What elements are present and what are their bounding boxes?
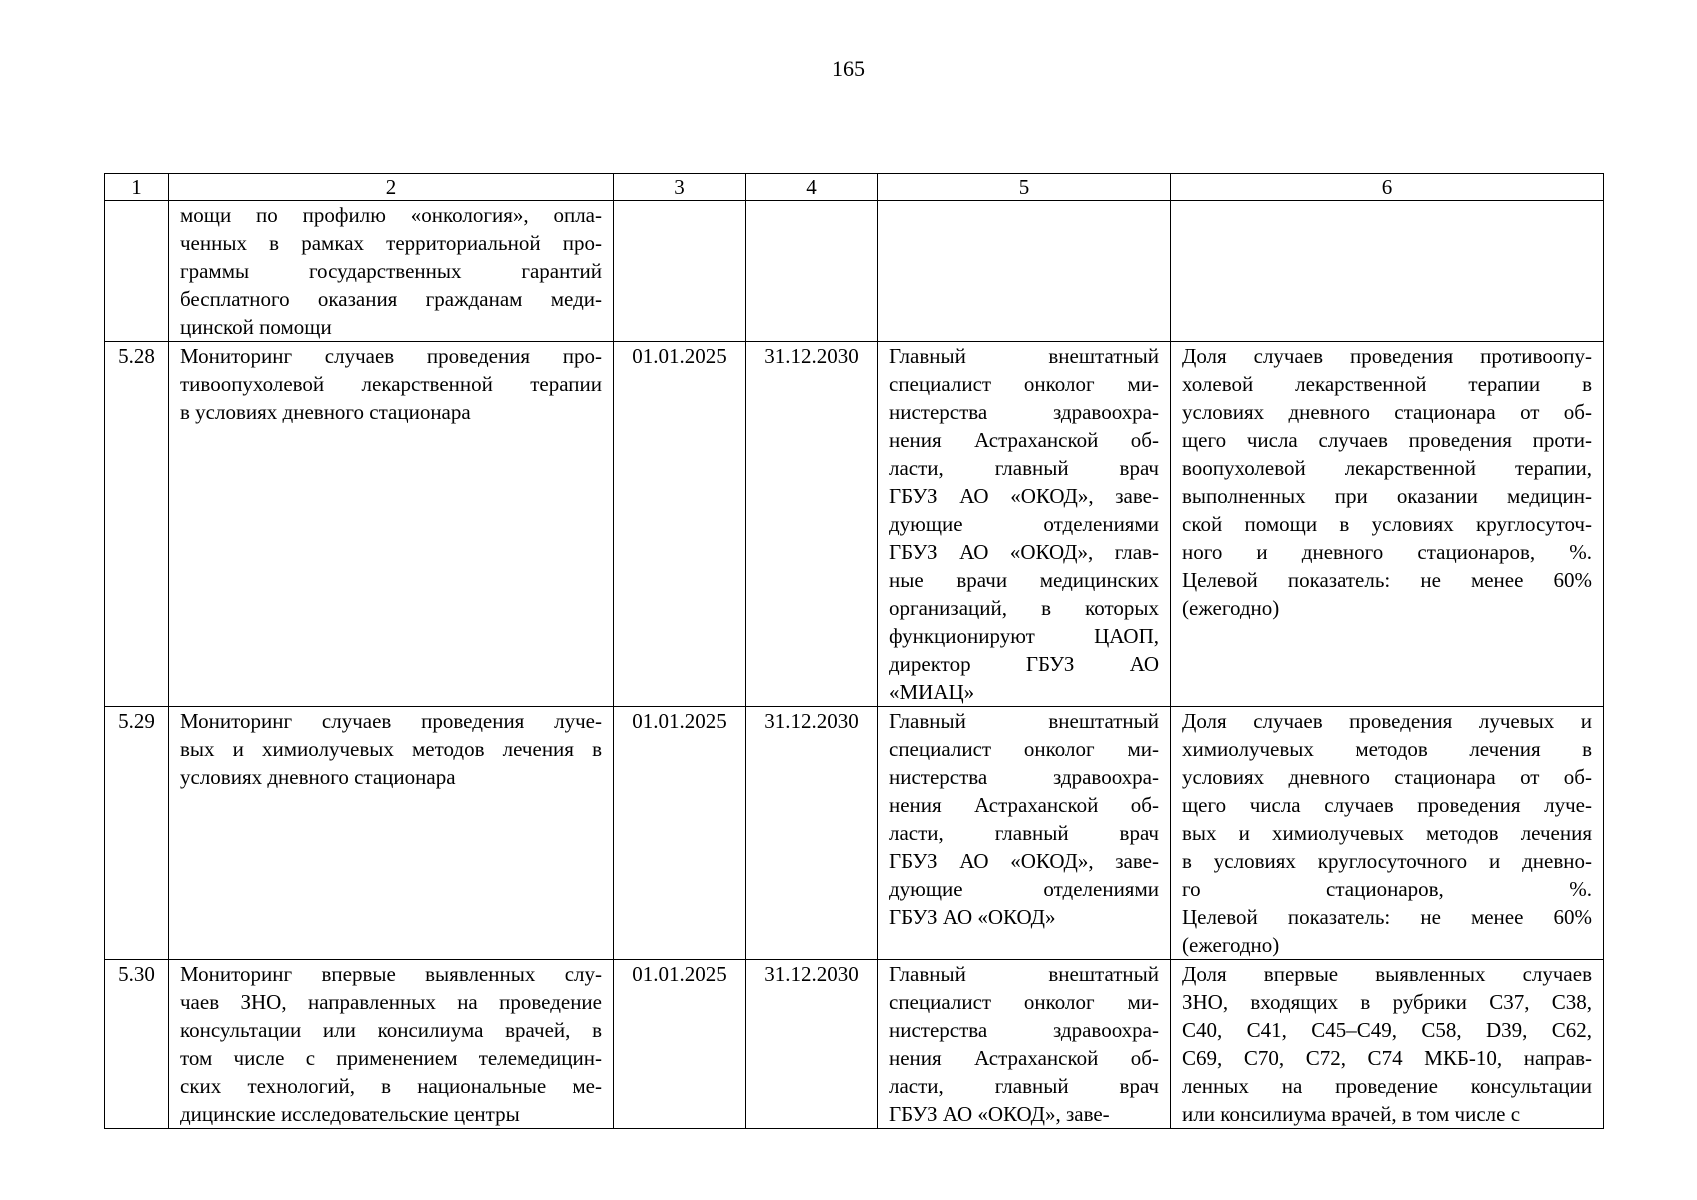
responsible-text-line: ГБУЗ АО «ОКОД», заве- <box>889 1102 1110 1126</box>
measure-text-line: Мониторинг случаев проведения про- <box>180 344 602 368</box>
measure-text-line: ченных в рамках территориальной про- <box>180 231 602 255</box>
indicator-text-line: го стационаров, %. <box>1182 877 1592 901</box>
indicator-text-line: Целевой показатель: не менее 60% <box>1182 905 1592 929</box>
indicator-text-line: Целевой показатель: не менее 60% <box>1182 568 1592 592</box>
table-body <box>105 201 1604 1129</box>
responsible-text-line: специалист онколог ми- <box>889 737 1159 761</box>
column-header: 5 <box>878 174 1171 201</box>
indicator-text-line: ЗНО, входящих в рубрики С37, С38, <box>1182 990 1592 1014</box>
measure-text-line: бесплатного оказания гражданам меди- <box>180 287 602 311</box>
measure-text-line: Мониторинг случаев проведения луче- <box>180 709 602 733</box>
start-date-cell: 01.01.2025 <box>614 960 746 1129</box>
responsible-text-line: ГБУЗ АО «ОКОД», заве- <box>889 484 1159 508</box>
measure-text-line: консультации или консилиума врачей, в <box>180 1018 602 1042</box>
measure-text-line: вых и химиолучевых методов лечения в <box>180 737 602 761</box>
responsible-text-line: ГБУЗ АО «ОКОД» <box>889 905 1056 929</box>
indicator-text-line: условиях дневного стационара от об- <box>1182 400 1592 424</box>
responsible-text-line: нистерства здравоохра- <box>889 765 1159 789</box>
column-header: 1 <box>105 174 169 201</box>
measure-cell <box>169 342 614 707</box>
indicator-text-line: Доля впервые выявленных случаев <box>1182 962 1592 986</box>
responsible-text-line: Главный внештатный <box>889 344 1159 368</box>
indicator-text-line: С40, С41, С45–С49, С58, D39, С62, <box>1182 1018 1592 1042</box>
responsible-cell <box>878 707 1171 960</box>
responsible-text-line: дующие отделениями <box>889 877 1159 901</box>
measure-cell <box>169 707 614 960</box>
table-row <box>105 960 1604 1129</box>
end-date-cell: 31.12.2030 <box>746 707 878 960</box>
indicator-cell <box>1171 707 1604 960</box>
end-date-cell: 31.12.2030 <box>746 342 878 707</box>
page-number: 165 <box>832 56 865 81</box>
indicator-text-line: щего числа случаев проведения луче- <box>1182 793 1592 817</box>
measure-cell <box>169 201 614 342</box>
indicator-cell <box>1171 960 1604 1129</box>
measure-text-line: том числе с применением телемедицин- <box>180 1046 602 1070</box>
row-number-cell <box>105 201 169 342</box>
responsible-text-line: Главный внештатный <box>889 709 1159 733</box>
table-row <box>105 342 1604 707</box>
responsible-text-line: специалист онколог ми- <box>889 990 1159 1014</box>
indicator-text-line: щего числа случаев проведения проти- <box>1182 428 1592 452</box>
responsible-cell <box>878 201 1171 342</box>
measure-text-line: условиях дневного стационара <box>180 765 456 789</box>
responsible-text-line: нистерства здравоохра- <box>889 1018 1159 1042</box>
responsible-text-line: нения Астраханской об- <box>889 428 1159 452</box>
start-date-cell <box>614 201 746 342</box>
indicator-text-line: в условиях круглосуточного и дневно- <box>1182 849 1592 873</box>
indicator-cell <box>1171 201 1604 342</box>
plan-table <box>104 173 1604 1129</box>
indicator-text-line: воопухолевой лекарственной терапии, <box>1182 456 1592 480</box>
responsible-text-line: ласти, главный врач <box>889 456 1159 480</box>
responsible-text-line: «МИАЦ» <box>889 680 975 704</box>
responsible-text-line: дующие отделениями <box>889 512 1159 536</box>
measure-text-line: тивоопухолевой лекарственной терапии <box>180 372 602 396</box>
responsible-text-line: функционируют ЦАОП, <box>889 624 1159 648</box>
indicator-text-line: или консилиума врачей, в том числе с <box>1182 1102 1521 1126</box>
indicator-text-line: ской помощи в условиях круглосуточ- <box>1182 512 1592 536</box>
responsible-text-line: специалист онколог ми- <box>889 372 1159 396</box>
indicator-text-line: ленных на проведение консультации <box>1182 1074 1592 1098</box>
row-number-cell: 5.30 <box>105 960 169 1129</box>
measure-text-line: чаев ЗНО, направленных на проведение <box>180 990 602 1014</box>
measure-text-line: мощи по профилю «онкология», опла- <box>180 203 602 227</box>
responsible-text-line: ласти, главный врач <box>889 821 1159 845</box>
responsible-text-line: нения Астраханской об- <box>889 793 1159 817</box>
indicator-text-line: химиолучевых методов лечения в <box>1182 737 1592 761</box>
measure-text-line: ских технологий, в национальные ме- <box>180 1074 602 1098</box>
end-date-cell <box>746 201 878 342</box>
table-row <box>105 707 1604 960</box>
indicator-text-line: (ежегодно) <box>1182 596 1280 620</box>
measure-text-line: граммы государственных гарантий <box>180 259 602 283</box>
responsible-text-line: ные врачи медицинских <box>889 568 1159 592</box>
responsible-text-line: ГБУЗ АО «ОКОД», заве- <box>889 849 1159 873</box>
row-number-cell: 5.28 <box>105 342 169 707</box>
indicator-text-line: ного и дневного стационаров, %. <box>1182 540 1592 564</box>
measure-text-line: дицинские исследовательские центры <box>180 1102 520 1126</box>
start-date-cell: 01.01.2025 <box>614 342 746 707</box>
indicator-text-line: условиях дневного стационара от об- <box>1182 765 1592 789</box>
responsible-text-line: нистерства здравоохра- <box>889 400 1159 424</box>
start-date-cell: 01.01.2025 <box>614 707 746 960</box>
indicator-text-line: Доля случаев проведения противоопу- <box>1182 344 1592 368</box>
responsible-text-line: ласти, главный врач <box>889 1074 1159 1098</box>
indicator-text-line: холевой лекарственной терапии в <box>1182 372 1592 396</box>
indicator-text-line: вых и химиолучевых методов лечения <box>1182 821 1592 845</box>
column-header: 2 <box>169 174 614 201</box>
responsible-cell <box>878 960 1171 1129</box>
measure-cell <box>169 960 614 1129</box>
indicator-text-line: С69, С70, С72, С74 МКБ-10, направ- <box>1182 1046 1592 1070</box>
indicator-text-line: выполненных при оказании медицин- <box>1182 484 1592 508</box>
column-header: 3 <box>614 174 746 201</box>
table-row <box>105 201 1604 342</box>
measure-text-line: в условиях дневного стационара <box>180 400 471 424</box>
responsible-text-line: Главный внештатный <box>889 962 1159 986</box>
indicator-cell <box>1171 342 1604 707</box>
measure-text-line: цинской помощи <box>180 315 332 339</box>
measure-text-line: Мониторинг впервые выявленных слу- <box>180 962 602 986</box>
responsible-text-line: нения Астраханской об- <box>889 1046 1159 1070</box>
end-date-cell: 31.12.2030 <box>746 960 878 1129</box>
responsible-text-line: ГБУЗ АО «ОКОД», глав- <box>889 540 1159 564</box>
responsible-text-line: директор ГБУЗ АО <box>889 652 1159 676</box>
indicator-text-line: Доля случаев проведения лучевых и <box>1182 709 1592 733</box>
responsible-cell <box>878 342 1171 707</box>
responsible-text-line: организаций, в которых <box>889 596 1159 620</box>
column-header: 4 <box>746 174 878 201</box>
column-header: 6 <box>1171 174 1604 201</box>
row-number-cell: 5.29 <box>105 707 169 960</box>
table-header-row <box>105 174 1604 201</box>
indicator-text-line: (ежегодно) <box>1182 933 1280 957</box>
